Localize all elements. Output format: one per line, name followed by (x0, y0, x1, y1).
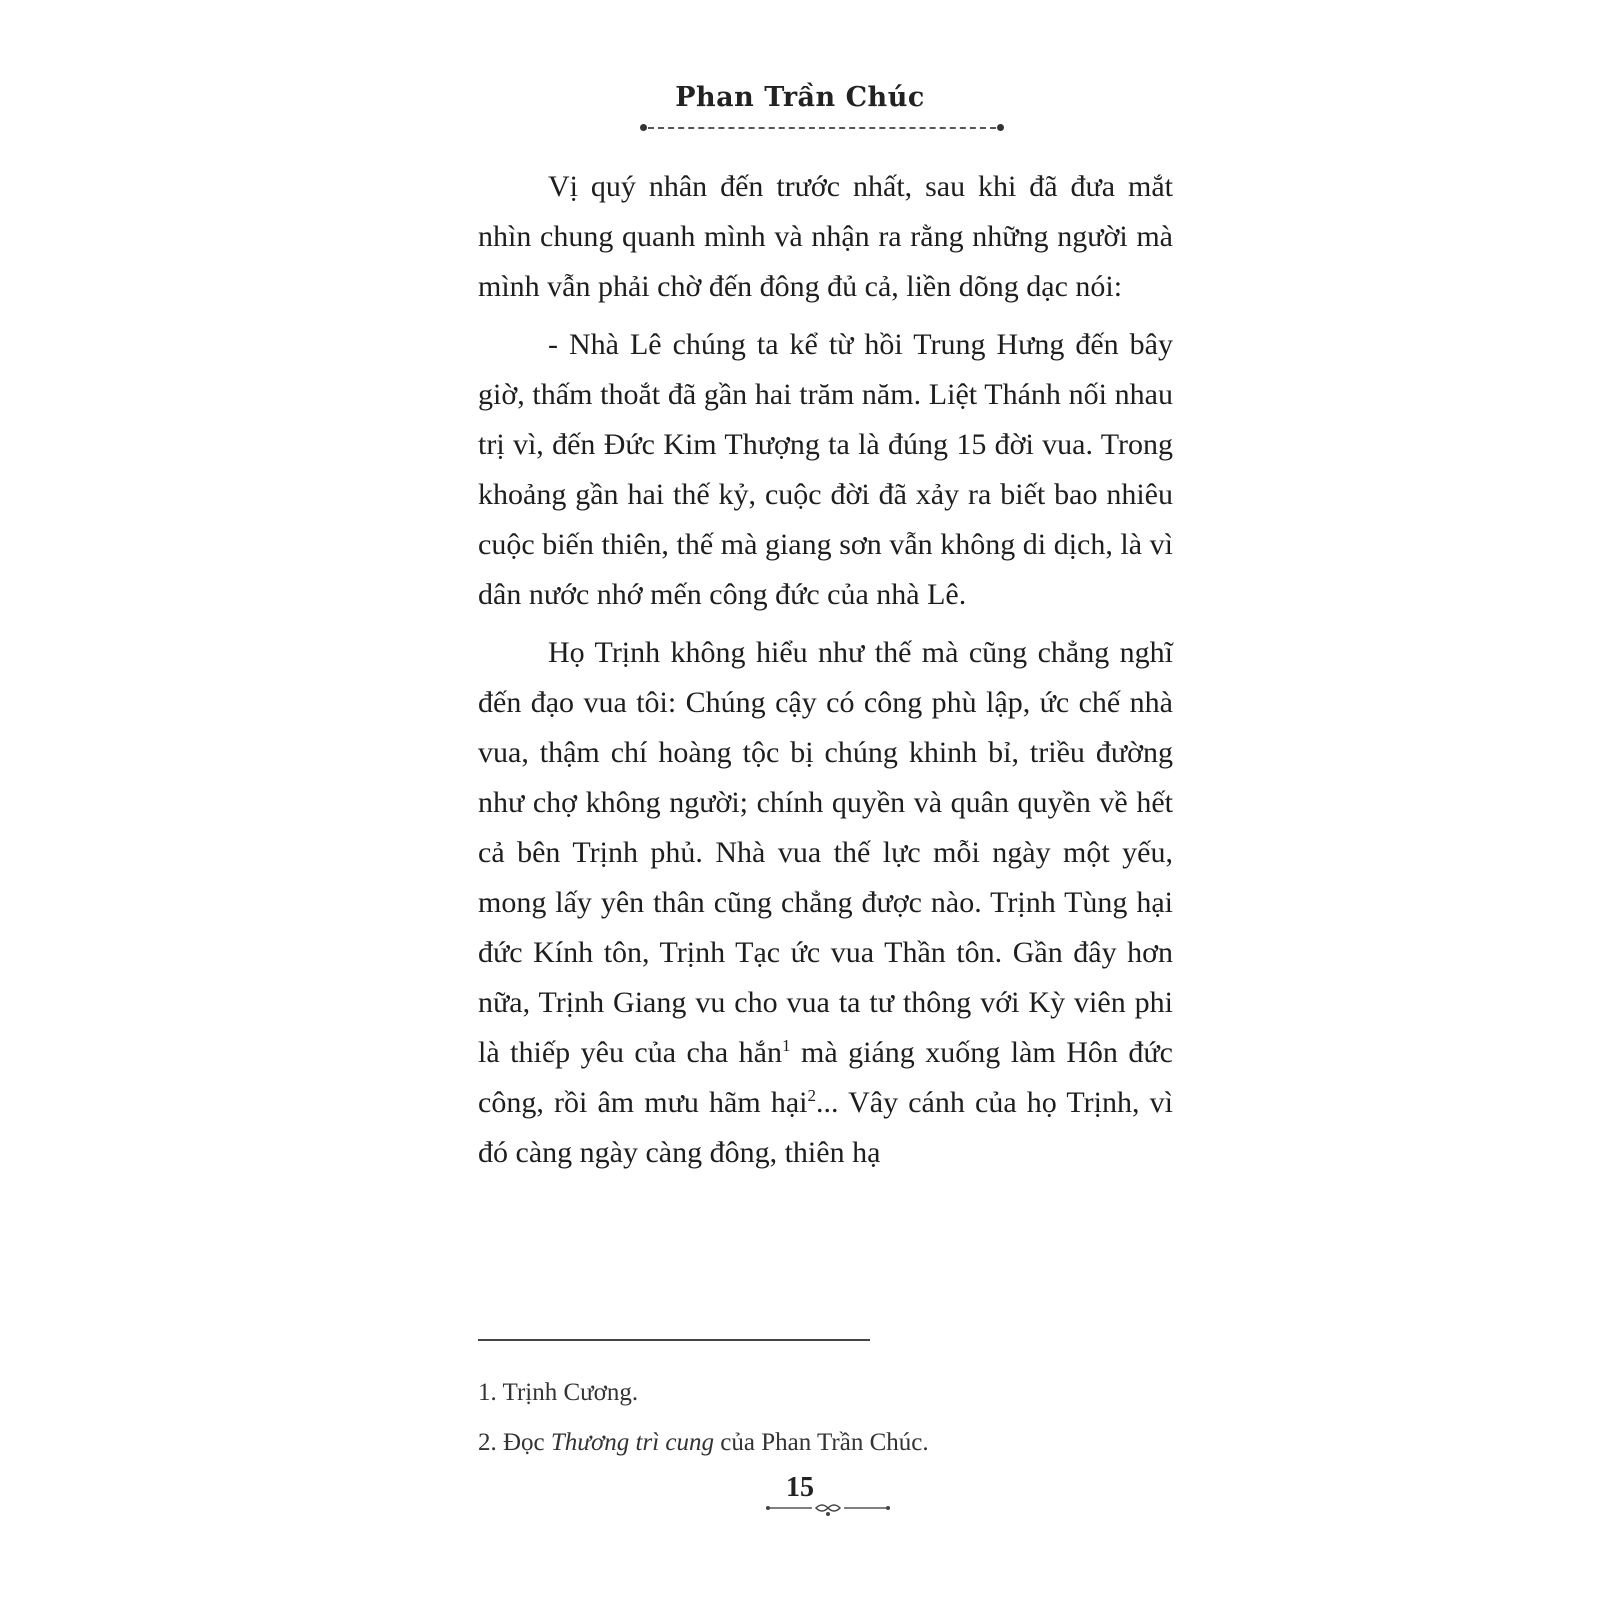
footnote-ref-2: 2 (807, 1086, 816, 1105)
paragraph-1: Vị quý nhân đến trước nhất, sau khi đã đưa mắt nhìn chung quanh mình và nhận ra rằng những người mà mình vẫn phải chờ đến đông đủ cả, liền dõng dạc nói: (478, 170, 1173, 303)
paragraph-3 (478, 628, 1173, 1178)
paragraph-3-text-a: Họ Trịnh không hiểu như thế mà cũng chẳng nghĩ đến đạo vua tôi: Chúng cậy có công phù lập, ức chế nhà vua, thậm chí hoàng tộc bị chúng khinh bỉ, triều đường như chợ không người; chính quyền và quân quyền về hết cả bên Trịnh phủ. Nhà vua thế lực mỗi ngày một yếu, mong lấy yên thân cũng chẳng được nào. Trịnh Tùng hại đức Kính tôn, Trịnh Tạc ức vua Thần tôn. Gần đây hơn nữa, Trịnh Giang vu cho vua ta tư thông với Kỳ viên phi là thiếp yêu của cha hắn (478, 636, 1173, 1069)
footnote-2-suffix: của Phan Trần Chúc. (714, 1429, 929, 1456)
footnote-2-title: Thương trì cung (550, 1429, 715, 1456)
paragraph-3-text-c: ... Vây cánh của họ Trịnh, vì đó càng ngày càng đông, thiên hạ (478, 1086, 1173, 1169)
footnote-separator (478, 1339, 870, 1341)
header-dotted-rule (640, 124, 1004, 132)
paragraph-2: - Nhà Lê chúng ta kể từ hồi Trung Hưng đến bây giờ, thấm thoắt đã gần hai trăm năm. Liệt Thánh nối nhau trị vì, đến Đức Kim Thượng ta là đúng 15 đời vua. Trong khoảng gần hai thế kỷ, cuộc đời đã xảy ra biết bao nhiêu cuộc biến thiên, thế mà giang sơn vẫn không di dịch, là vì dân nước nhớ mến công đức của nhà Lê. (478, 328, 1173, 611)
folio-ornament-icon (766, 1500, 890, 1522)
paragraph-3-text-b: mà giáng xuống làm Hôn đức công, rồi âm mưu hãm hại (478, 1036, 1173, 1119)
footnote-1: 1. Trịnh Cương. (478, 1379, 639, 1406)
footnotes (478, 1368, 1178, 1468)
rule-dot-left (640, 124, 647, 131)
page-number: 15 (786, 1472, 814, 1503)
footnote-2-prefix: 2. Đọc (478, 1429, 551, 1456)
footnote-2 (478, 1418, 1178, 1468)
running-header-author: Phan Trần Chúc (675, 82, 925, 113)
rule-dot-right (997, 124, 1004, 131)
body-text (478, 162, 1173, 1186)
footnote-ref-1: 1 (782, 1036, 791, 1055)
rule-dashed-line (648, 127, 996, 129)
